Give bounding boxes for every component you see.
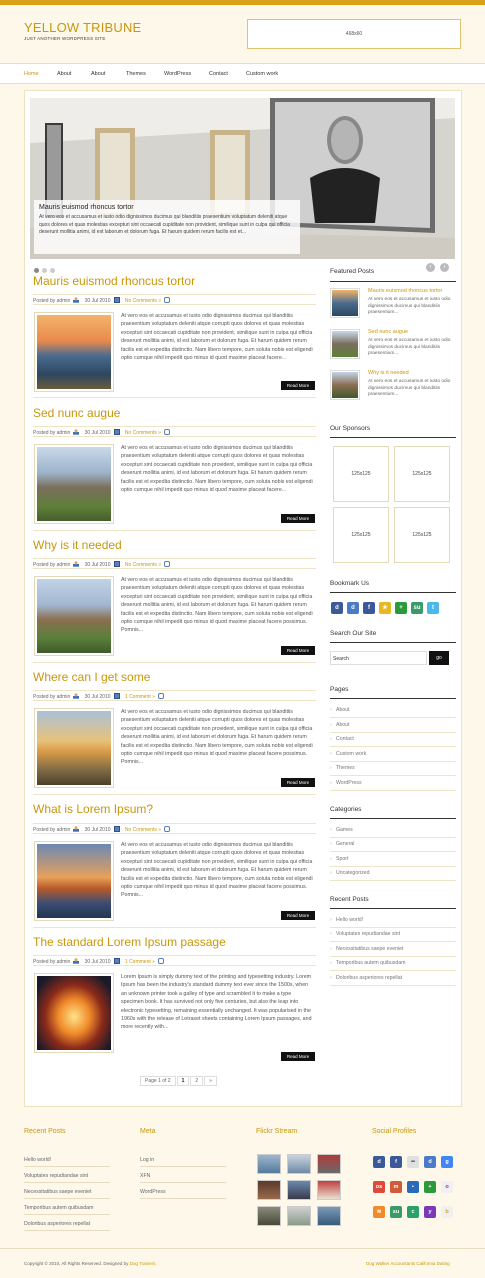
- featured-thumbnail[interactable]: [330, 288, 360, 318]
- bottom-links[interactable]: Dog Walker Accountants California Dating: [366, 1261, 450, 1266]
- featured-post-text: At vero eos et accusamus et iusto odio dignissimos ducimus qui blanditiis praesentium...: [368, 297, 451, 315]
- post-author[interactable]: admin: [56, 298, 71, 304]
- stumbleupon-icon[interactable]: su: [411, 602, 423, 614]
- sponsor-ad[interactable]: 125x125: [394, 446, 450, 502]
- flickr-photo[interactable]: [257, 1206, 281, 1226]
- calendar-icon: [114, 958, 120, 964]
- slider-caption-text: At vero eos et accusamus et iusto odio dignissimos ducimus qui blanditiis praesentium voluptatum deleniti atque quos dolores et quas molestias excepturi sint occaecati cupiditate non provident, similique sunt in culpa qui officia deserunt mollitia animi, id est laborum et dolorum fuga. Et harum quidem rerum facilis est et...: [39, 214, 290, 235]
- add-plus-icon[interactable]: +: [424, 1181, 436, 1193]
- favorite-star-icon[interactable]: ★: [379, 602, 391, 614]
- digg-icon[interactable]: d: [424, 1156, 436, 1168]
- page-1-link[interactable]: 1: [177, 1076, 190, 1086]
- read-more-button[interactable]: Read More: [281, 911, 315, 920]
- pagination: [140, 1076, 218, 1086]
- category-item-games[interactable]: › Games: [330, 823, 456, 838]
- nav-item-home[interactable]: Home: [24, 71, 39, 77]
- post-divider: [33, 927, 316, 928]
- recent-post-item[interactable]: › Doloribus asperiores repellat: [330, 971, 456, 986]
- slider-dot[interactable]: [50, 268, 55, 273]
- featured-post-text: At vero eos et accusamus et iusto odio dignissimos ducimus qui blanditiis praesentium...: [368, 379, 451, 397]
- add-plus-icon[interactable]: +: [395, 602, 407, 614]
- post-divider: [33, 794, 316, 795]
- post-meta: [33, 558, 316, 569]
- flickr-photo[interactable]: [287, 1154, 311, 1174]
- lastfm-icon[interactable]: os: [373, 1181, 385, 1193]
- post-thumbnail[interactable]: [34, 841, 114, 921]
- stumbleupon-icon[interactable]: su: [390, 1206, 402, 1218]
- digg-icon[interactable]: d: [347, 602, 359, 614]
- read-more-button[interactable]: Read More: [281, 381, 315, 390]
- post-excerpt: At vero eos et accusamus et iusto odio dignissimos ducimus qui blanditiis praesentium voluptatum deleniti atque corrupti quos dolores et quas molestias excepturi sint occaecati cupiditate non provident, similique sunt in culpa qui officia deserunt mollitia animi, id est laborum et dolorum fuga. Et harum quidem rerum facilis est et expedita distinctio. Nam libero tempore, cum soluta nobis est eligendi optio cumque nihil impedit quo minus id quod maxime placeat facere possimus. Pomnis...: [121, 709, 313, 766]
- facebook-icon[interactable]: f: [390, 1156, 402, 1168]
- flickr-photo[interactable]: [287, 1206, 311, 1226]
- sidebar-rule: [330, 698, 456, 699]
- nav-item-custom-work[interactable]: Custom work: [246, 71, 279, 77]
- footer-recent-item[interactable]: Voluptates repudiandae sint: [24, 1169, 110, 1183]
- post-date: 30 Jul 2010: [84, 694, 111, 700]
- sponsors-heading: Our Sponsors: [330, 425, 371, 432]
- post-title[interactable]: Where can I get some: [33, 670, 151, 684]
- user-icon: [73, 958, 79, 964]
- next-page-link[interactable]: »: [204, 1076, 217, 1086]
- footer-meta-wordpress[interactable]: WordPress: [140, 1185, 226, 1199]
- posted-by-label: Posted by: [33, 959, 56, 965]
- sidebar-rule: [330, 818, 456, 819]
- posted-by-label: Posted by: [33, 298, 56, 304]
- post-divider: [33, 530, 316, 531]
- read-more-button[interactable]: Read More: [281, 514, 315, 523]
- flickr-photo[interactable]: [257, 1154, 281, 1174]
- post-date: 30 Jul 2010: [84, 562, 111, 568]
- footer-recent-heading: Recent Posts: [24, 1128, 66, 1135]
- featured-post-item[interactable]: [330, 288, 456, 322]
- post-meta: [33, 823, 316, 834]
- footer-meta-login[interactable]: Log in: [140, 1153, 226, 1167]
- category-item-general[interactable]: › General: [330, 837, 456, 852]
- post-comments-link[interactable]: No Comments »: [124, 298, 162, 304]
- designer-link[interactable]: Dog Trainers.: [129, 1261, 157, 1266]
- user-icon: [73, 297, 79, 303]
- posted-by-label: Posted by: [33, 827, 56, 833]
- recent-post-item[interactable]: › Temporibus autem quibusdam: [330, 956, 456, 971]
- read-more-button[interactable]: Read More: [281, 646, 315, 655]
- pages-item-themes[interactable]: › Themes: [330, 761, 456, 776]
- mixx-icon[interactable]: m: [390, 1181, 402, 1193]
- footer-social-heading: Social Profiles: [372, 1128, 417, 1135]
- nav-item-about-2[interactable]: About: [91, 71, 106, 77]
- sponsor-ad[interactable]: 125x125: [333, 446, 389, 502]
- featured-post-title[interactable]: Mauris euismod rhoncus tortor: [368, 288, 443, 294]
- orkut-icon[interactable]: o: [441, 1181, 453, 1193]
- post-meta: [33, 955, 316, 966]
- post-thumbnail[interactable]: [34, 576, 114, 656]
- post-title[interactable]: The standard Lorem Ipsum passage: [33, 935, 226, 949]
- twitter-icon[interactable]: t: [427, 602, 439, 614]
- post-date: 30 Jul 2010: [84, 827, 111, 833]
- comment-icon: [164, 826, 170, 832]
- post-excerpt: At vero eos et accusamus et iusto odio dignissimos ducimus qui blanditiis praesentium voluptatum deleniti atque corrupti quos dolores et quas molestias excepturi sint occaecati cupiditate non provident, similique sunt in culpa qui officia deserunt mollitia animi, id est laborum et dolorum fuga. Et harum quidem rerum facilis est et expedita distinctio. Nam libero tempore, cum soluta nobis est eligendi optio cumque nihil impedit quo minus id quod maxime placeat facere possimus. Pomnis...: [121, 842, 313, 899]
- rss-icon[interactable]: ≋: [373, 1206, 385, 1218]
- flickr-photo[interactable]: [317, 1206, 341, 1226]
- footer-recent-item[interactable]: Temporibus autem quibusdam: [24, 1201, 110, 1215]
- recent-post-item[interactable]: › Hello world!: [330, 913, 456, 928]
- blogger-icon[interactable]: b: [441, 1206, 453, 1218]
- yahoo-icon[interactable]: y: [424, 1206, 436, 1218]
- flickr-photo[interactable]: [317, 1154, 341, 1174]
- post-comments-link[interactable]: 1 Comment »: [124, 959, 155, 965]
- featured-thumbnail[interactable]: [330, 329, 360, 359]
- bookmark-heading: Bookmark Us: [330, 580, 370, 587]
- sponsor-ad[interactable]: 125x125: [394, 507, 450, 563]
- post-excerpt: At vero eos et accusamus et iusto odio dignissimos ducimus qui blanditiis praesentium voluptatum deleniti atque corrupti quos dolores et quas molestias excepturi sint occaecati cupiditate non provident, similique sunt in culpa qui officia deserunt mollitia animi, id est laborum et dolorum fuga. Et harum quidem rerum facilis est et expedita distinctio. Nam libero tempore, cum soluta nobis est eligendi optio cumque nihil impedit quo minus id quod maxime placeat facere...: [121, 445, 313, 494]
- featured-thumbnail[interactable]: [330, 370, 360, 400]
- sidebar-rule: [330, 437, 456, 438]
- copyright-text: Copyright © 2010, All Rights Reserved. Designed by: [24, 1261, 129, 1266]
- sponsor-ad[interactable]: 125x125: [333, 507, 389, 563]
- post-thumbnail[interactable]: [34, 708, 114, 788]
- post-date: 30 Jul 2010: [84, 959, 111, 965]
- posted-by-label: Posted by: [33, 430, 56, 436]
- post-author[interactable]: admin: [56, 959, 71, 965]
- technorati-icon[interactable]: c: [407, 1206, 419, 1218]
- posted-by-label: Posted by: [33, 694, 56, 700]
- prev-arrow-icon[interactable]: ‹: [426, 263, 435, 272]
- slider-caption: [34, 200, 300, 254]
- post-title[interactable]: Sed nunc augue: [33, 406, 121, 420]
- delicious-icon[interactable]: d: [373, 1156, 385, 1168]
- post-thumbnail[interactable]: [34, 312, 114, 392]
- sidebar-rule: [330, 642, 456, 643]
- calendar-icon: [114, 297, 120, 303]
- delicious-icon[interactable]: d: [331, 602, 343, 614]
- recent-post-item[interactable]: › Voluptates repudiandae sint: [330, 927, 456, 942]
- footer-flickr-heading: Flickr Stream: [256, 1128, 298, 1135]
- pages-item-about-2[interactable]: › About: [330, 718, 456, 733]
- post-title[interactable]: What is Lorem Ipsum?: [33, 802, 154, 816]
- post-divider: [33, 662, 316, 663]
- post-author[interactable]: admin: [56, 827, 71, 833]
- calendar-icon: [114, 429, 120, 435]
- post-excerpt: Lorem Ipsum is simply dummy text of the printing and typesetting industry. Lorem Ipsum has been the industry's standard dummy text ever since the 1500s, when an unknown printer took a galley of type and scrambled it to make a type specimen book. It has survived not only five centuries, but also the leap into electronic typesetting, remaining essentially unchanged. It was popularised in the 1960s with the release of Letraset sheets containing Lorem Ipsum passages, and more recently with...: [121, 974, 312, 1031]
- post-excerpt: At vero eos et accusamus et iusto odio dignissimos ducimus qui blanditiis praesentium voluptatum deleniti atque corrupti quos dolores et quas molestias excepturi sint occaecati cupiditate non provident, similique sunt in culpa qui officia deserunt mollitia animi, id est laborum et dolorum fuga. Et harum quidem rerum facilis est et expedita distinctio. Nam libero tempore, cum soluta nobis est eligendi optio cumque nihil impedit quo minus id quod maxime placeat facere...: [121, 313, 313, 362]
- categories-heading: Categories: [330, 806, 362, 813]
- footer-recent-item[interactable]: Hello world!: [24, 1153, 110, 1167]
- flickr-photo[interactable]: [317, 1180, 341, 1200]
- category-item-uncategorized[interactable]: › Uncategorized: [330, 866, 456, 881]
- post-title[interactable]: Mauris euismod rhoncus tortor: [33, 274, 196, 288]
- post-author[interactable]: admin: [56, 694, 71, 700]
- post-author[interactable]: admin: [56, 430, 71, 436]
- main-nav: [0, 63, 485, 84]
- nav-item-wordpress[interactable]: WordPress: [164, 71, 192, 77]
- sidebar-rule: [330, 592, 456, 593]
- posted-by-label: Posted by: [33, 562, 56, 568]
- pages-item-contact[interactable]: › Contact: [330, 732, 456, 747]
- site-tagline: JUST ANOTHER WORDPRESS SITE: [24, 36, 106, 41]
- user-icon: [73, 826, 79, 832]
- next-arrow-icon[interactable]: ›: [440, 263, 449, 272]
- facebook-icon[interactable]: f: [363, 602, 375, 614]
- header-ad-banner[interactable]: 468x60: [247, 19, 461, 49]
- user-icon: [73, 561, 79, 567]
- comment-icon: [164, 297, 170, 303]
- post-comments-link[interactable]: 1 Comment »: [124, 694, 155, 700]
- slider-dot[interactable]: [42, 268, 47, 273]
- read-more-button[interactable]: Read More: [281, 778, 315, 787]
- featured-post-item[interactable]: [330, 329, 456, 363]
- post-comments-link[interactable]: No Comments »: [124, 430, 162, 436]
- recent-posts-heading: Recent Posts: [330, 896, 369, 903]
- comment-icon: [164, 429, 170, 435]
- post-comments-link[interactable]: No Comments »: [124, 562, 162, 568]
- nav-item-themes[interactable]: Themes: [126, 71, 146, 77]
- featured-post-item[interactable]: [330, 370, 456, 404]
- post-meta: [33, 690, 316, 701]
- post-divider: [33, 397, 316, 398]
- post-thumbnail[interactable]: [34, 444, 114, 524]
- calendar-icon: [114, 693, 120, 699]
- featured-post-title[interactable]: Sed nunc augue: [368, 329, 409, 335]
- search-input[interactable]: Search: [330, 651, 427, 665]
- recent-post-item[interactable]: › Necessitatibus saepe eveniet: [330, 942, 456, 957]
- sidebar-rule: [330, 908, 456, 909]
- footer-recent-item[interactable]: Doloribus asperiores repellat: [24, 1217, 110, 1231]
- pages-item-custom-work[interactable]: › Custom work: [330, 747, 456, 762]
- google-icon[interactable]: g: [441, 1156, 453, 1168]
- post-comments-link[interactable]: No Comments »: [124, 827, 162, 833]
- comment-icon: [158, 958, 164, 964]
- featured-post-text: At vero eos et accusamus et iusto odio dignissimos ducimus qui blanditiis praesentium...: [368, 338, 451, 356]
- category-item-sport[interactable]: › Sport: [330, 852, 456, 867]
- pages-item-about[interactable]: › About: [330, 703, 456, 718]
- flickr-photo[interactable]: [287, 1180, 311, 1200]
- read-more-button[interactable]: Read More: [281, 1052, 315, 1061]
- pages-item-wordpress[interactable]: › WordPress: [330, 776, 456, 791]
- sidebar-rule: [330, 281, 456, 282]
- featured-posts-heading: Featured Posts: [330, 268, 375, 275]
- search-go-button[interactable]: go: [429, 651, 449, 665]
- calendar-icon: [114, 561, 120, 567]
- footer-recent-item[interactable]: Necessitatibus saepe eveniet: [24, 1185, 110, 1199]
- footer-meta-xfn[interactable]: XFN: [140, 1169, 226, 1183]
- post-excerpt: At vero eos et accusamus et iusto odio dignissimos ducimus qui blanditiis praesentium voluptatum deleniti atque corrupti quos dolores et quas molestias excepturi sint occaecati cupiditate non provident, similique sunt in culpa qui officia deserunt mollitia animi, id est laborum et dolorum fuga. Et harum quidem rerum facilis est et expedita distinctio. Nam libero tempore, cum soluta nobis est eligendi optio cumque nihil impedit quo minus id quod maxime placeat facere possimus. Pomnis...: [121, 577, 313, 634]
- calendar-icon: [114, 826, 120, 832]
- site-title[interactable]: YELLOW TRIBUNE: [24, 20, 142, 35]
- post-meta: [33, 294, 316, 305]
- user-icon: [73, 429, 79, 435]
- page-2-link[interactable]: 2: [190, 1076, 203, 1086]
- post-date: 30 Jul 2010: [84, 430, 111, 436]
- nav-item-contact[interactable]: Contact: [209, 71, 228, 77]
- post-date: 30 Jul 2010: [84, 298, 111, 304]
- user-icon: [73, 693, 79, 699]
- slider-dot[interactable]: [34, 268, 39, 273]
- post-author[interactable]: admin: [56, 562, 71, 568]
- comment-icon: [164, 561, 170, 567]
- search-heading: Search Our Site: [330, 630, 377, 637]
- top-accent-bar: [0, 0, 485, 5]
- post-thumbnail[interactable]: [34, 973, 114, 1053]
- pages-heading: Pages: [330, 686, 349, 693]
- myspace-icon[interactable]: ▪: [407, 1181, 419, 1193]
- copyright: [24, 1261, 157, 1266]
- post-meta: [33, 426, 316, 437]
- flickr-photo[interactable]: [257, 1180, 281, 1200]
- comment-icon: [158, 693, 164, 699]
- footer-meta-heading: Meta: [140, 1128, 156, 1135]
- slider-caption-title[interactable]: Mauris euismod rhoncus tortor: [39, 204, 134, 211]
- nav-item-about[interactable]: About: [57, 71, 72, 77]
- featured-post-title[interactable]: Why is it needed: [368, 370, 409, 376]
- flickr-icon[interactable]: ••: [407, 1156, 419, 1168]
- page-count-label: Page 1 of 2: [140, 1076, 176, 1086]
- post-title[interactable]: Why is it needed: [33, 538, 122, 552]
